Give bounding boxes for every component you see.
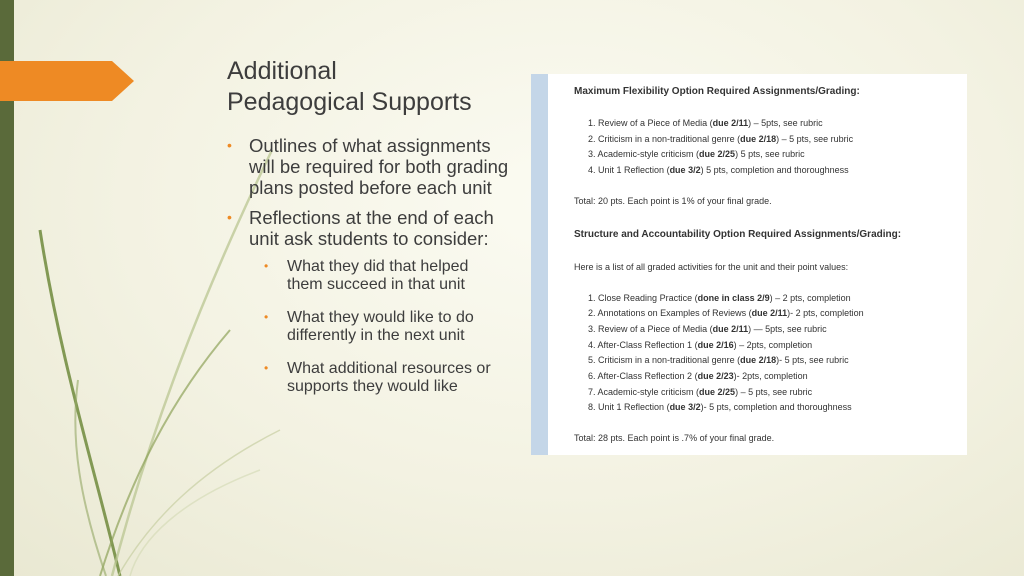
section-2-item: 7. Academic-style criticism (due 2/25) – 5 pts, see rubric (588, 387, 813, 397)
sub-bullet-icon: • (264, 309, 269, 324)
bullet-icon: • (227, 209, 232, 226)
section-2-item: 6. After-Class Reflection 2 (due 2/23)- 2pts, completion (588, 371, 808, 381)
sub-bullet-item (249, 309, 517, 346)
sub-bullet-list (249, 258, 517, 396)
document-margin-stripe (531, 74, 548, 455)
section-1-total: Total: 20 pts. Each point is 1% of your final grade. (574, 196, 772, 206)
title-line-2: Pedagogical Supports (227, 88, 472, 116)
bullet-text: Outlines of what assignments will be required for both grading plans posted before each unit (249, 135, 509, 198)
bullet-list (227, 136, 517, 410)
bullet-item (227, 208, 517, 396)
bullet-item (227, 136, 517, 198)
bullet-text: Reflections at the end of each unit ask students to consider: (249, 207, 494, 250)
section-2-item: 5. Criticism in a non-traditional genre (due 2/18)- 5 pts, see rubric (588, 355, 849, 365)
section-1-item: 3. Academic-style criticism (due 2/25) 5 pts, see rubric (588, 149, 805, 159)
grading-document-screenshot (531, 74, 967, 455)
section-2-item: 2. Annotations on Examples of Reviews (due 2/11)- 2 pts, completion (588, 308, 864, 318)
section-2-heading: Structure and Accountability Option Required Assignments/Grading: (574, 229, 902, 240)
sub-bullet-icon: • (264, 258, 269, 273)
sub-bullet-icon: • (264, 360, 269, 375)
section-2-item: 8. Unit 1 Reflection (due 3/2)- 5 pts, completion and thoroughness (588, 402, 852, 412)
sub-bullet-text: What they did that helped them succeed in that unit (287, 257, 469, 294)
sub-bullet-item (249, 258, 517, 295)
section-1-heading: Maximum Flexibility Option Required Assignments/Grading: (574, 86, 860, 97)
section-2-intro: Here is a list of all graded activities for the unit and their point values: (574, 262, 849, 272)
title-line-1: Additional (227, 57, 337, 85)
section-1-item: 1. Review of a Piece of Media (due 2/11) – 5pts, see rubric (588, 118, 823, 128)
orange-arrow-tab (0, 61, 134, 101)
section-1-item: 2. Criticism in a non-traditional genre (due 2/18) – 5 pts, see rubric (588, 134, 854, 144)
bullet-icon: • (227, 137, 232, 153)
section-2-item: 4. After-Class Reflection 1 (due 2/16) – 2pts, completion (588, 340, 813, 350)
section-2-total: Total: 28 pts. Each point is .7% of your final grade. (574, 433, 775, 443)
sub-bullet-text: What additional resources or supports they would like (287, 359, 491, 396)
sub-bullet-text: What they would like to do differently in the next unit (287, 308, 474, 345)
section-1-item: 4. Unit 1 Reflection (due 3/2) 5 pts, completion and thoroughness (588, 165, 849, 175)
sub-bullet-item (249, 360, 517, 397)
section-2-item: 1. Close Reading Practice (done in class 2/9) – 2 pts, completion (588, 293, 851, 303)
slide-title (227, 56, 527, 118)
section-2-item: 3. Review of a Piece of Media (due 2/11) — 5pts, see rubric (588, 324, 827, 334)
